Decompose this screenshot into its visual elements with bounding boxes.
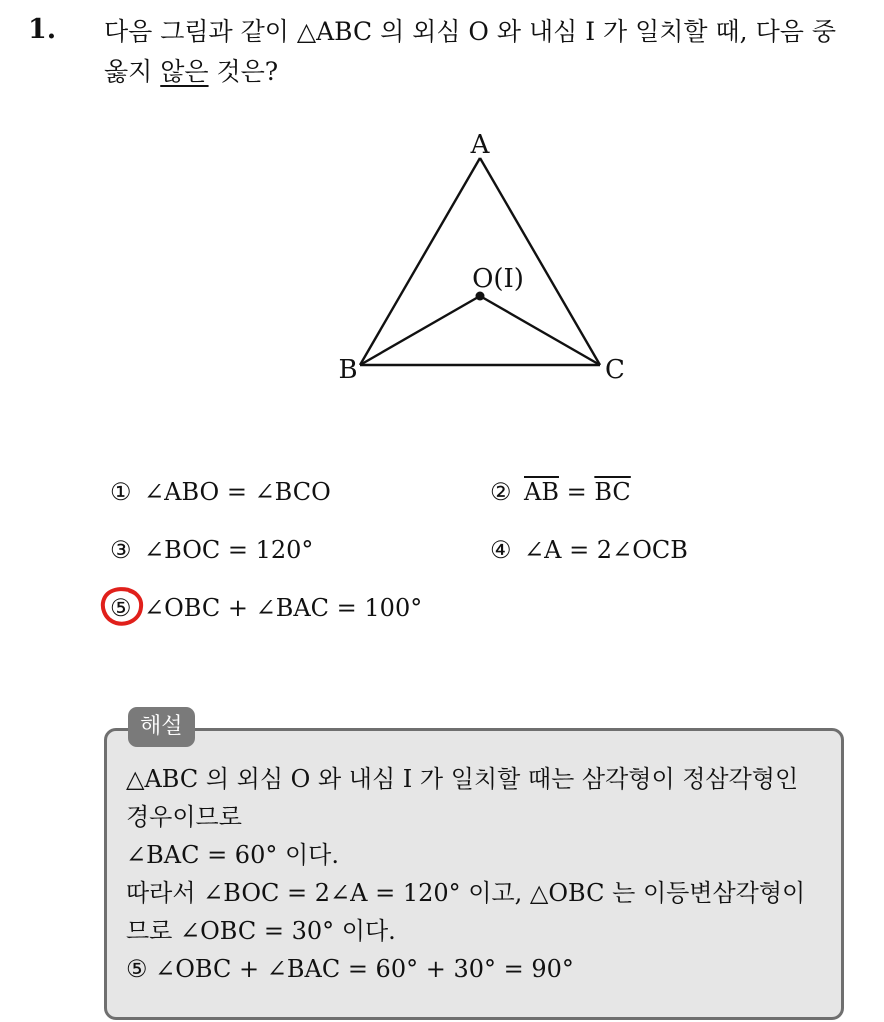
choice-number: ⑤	[110, 594, 132, 622]
side-ab	[360, 158, 480, 365]
triangle-figure	[320, 120, 640, 400]
solution-line: 므로 ∠OBC = 30° 이다.	[126, 917, 396, 945]
choice-text: ∠BOC = 120°	[144, 536, 314, 564]
segment-oc	[480, 296, 600, 365]
question-line-2-prefix: 옳지	[104, 57, 161, 86]
question-number: 1.	[28, 14, 57, 45]
segment-ab: $\overline{AB}$	[524, 478, 559, 506]
vertex-label-b: B	[338, 355, 358, 385]
question-line-1: 다음 그림과 같이 △ABC 의 외심 O 와 내심 I 가 일치할 때, 다음 중	[104, 17, 836, 46]
choice-number: ③	[110, 536, 132, 564]
answer-circle-mark	[99, 585, 145, 627]
solution-line: ⑤ ∠OBC + ∠BAC = 60° + 30° = 90°	[126, 955, 574, 983]
choice-number: ②	[490, 478, 512, 506]
choice-text: ∠ABO = ∠BCO	[144, 478, 331, 506]
solution-tag: 해설	[128, 707, 195, 747]
choice-1[interactable]	[110, 478, 331, 506]
solution-line: 경우이므로	[126, 803, 242, 831]
solution-line: △ABC 의 외심 O 와 내심 I 가 일치할 때는 삼각형이 정삼각형인	[126, 765, 799, 793]
vertex-label-c: C	[605, 355, 625, 385]
choice-number: ④	[490, 536, 512, 564]
choice-2[interactable]	[490, 478, 631, 506]
triangle-lines	[360, 158, 600, 365]
segment-bo	[360, 296, 480, 365]
solution-text	[126, 760, 831, 988]
choice-number: ①	[110, 478, 132, 506]
vertex-label-a: A	[470, 130, 490, 160]
question-underlined-word: 않은	[160, 57, 209, 86]
question-line-2	[104, 52, 874, 92]
equals-sign: =	[558, 478, 595, 506]
choice-text: ∠A = 2∠OCB	[524, 536, 688, 564]
choice-5[interactable]	[110, 594, 422, 622]
center-label: O(I)	[472, 264, 524, 294]
choice-4[interactable]	[490, 536, 688, 564]
choice-3[interactable]	[110, 536, 313, 564]
choice-text: ∠OBC + ∠BAC = 100°	[144, 594, 423, 622]
segment-bc: $\overline{BC}$	[594, 478, 631, 506]
question-line-2-suffix: 것은?	[208, 57, 279, 86]
question-text	[104, 12, 874, 92]
solution-line: ∠BAC = 60° 이다.	[126, 841, 339, 869]
solution-line: 따라서 ∠BOC = 2∠A = 120° 이고, △OBC 는 이등변삼각형이	[126, 879, 806, 907]
side-ac	[480, 158, 600, 365]
